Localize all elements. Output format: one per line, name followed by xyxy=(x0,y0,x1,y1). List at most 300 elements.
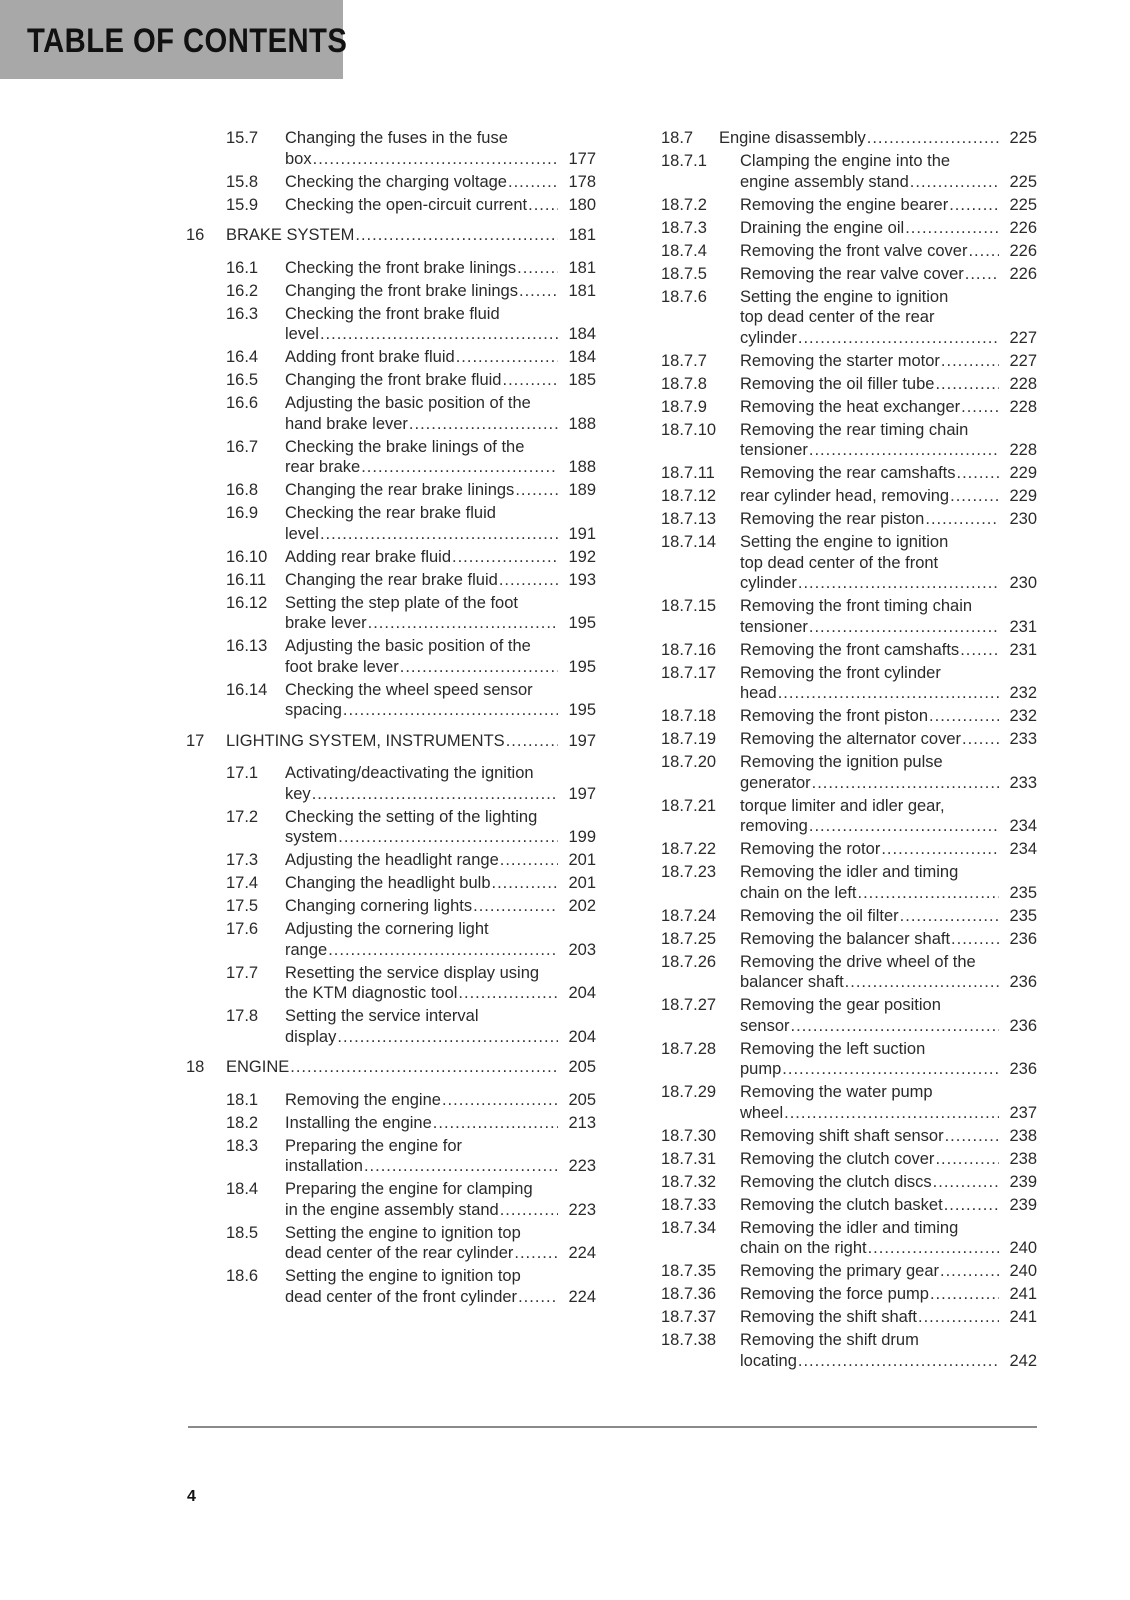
section-number: 18.7.22 xyxy=(661,840,717,858)
dot-leader xyxy=(399,657,559,678)
dot-leader xyxy=(959,640,999,661)
section-title: Changing the front brake fluid xyxy=(285,371,502,389)
dot-leader xyxy=(932,1172,1000,1193)
toc-entry[interactable] xyxy=(661,796,1037,837)
toc-entry[interactable] xyxy=(661,463,1037,484)
toc-entry[interactable] xyxy=(661,952,1037,993)
section-title: Removing the idler and timing xyxy=(740,1218,959,1237)
toc-entry[interactable] xyxy=(186,1090,596,1111)
section-title: Adjusting the basic position of the xyxy=(285,394,531,412)
page-ref: 228 xyxy=(1009,374,1037,393)
dot-leader xyxy=(505,731,559,752)
section-title: chain on the right xyxy=(740,1239,867,1257)
dot-leader xyxy=(797,573,1000,594)
section-title: Removing the front piston xyxy=(740,707,929,725)
section-title: Installing the engine xyxy=(285,1113,432,1132)
page-ref: 225 xyxy=(1009,172,1037,191)
section-title: in the engine assembly stand xyxy=(285,1200,499,1219)
page-ref: 236 xyxy=(1009,973,1037,991)
toc-chapter-entry[interactable] xyxy=(186,225,596,246)
dot-leader xyxy=(808,440,1000,461)
dot-leader xyxy=(844,972,1000,993)
section-number: 18.7.34 xyxy=(661,1218,717,1237)
section-title: cylinder xyxy=(740,328,797,347)
toc-entry[interactable] xyxy=(661,1172,1037,1193)
dot-leader xyxy=(319,324,559,345)
section-number: 18.4 xyxy=(226,1180,259,1198)
section-number: 18.7.2 xyxy=(661,195,707,214)
dot-leader xyxy=(289,1057,558,1078)
page-ref: 238 xyxy=(1009,1126,1037,1145)
section-title: Checking the front brake fluid xyxy=(285,304,500,323)
dot-leader xyxy=(960,397,999,418)
section-number: 17.1 xyxy=(226,764,259,782)
toc-entry[interactable] xyxy=(661,1261,1037,1282)
toc-entry[interactable] xyxy=(661,264,1037,285)
toc-left-column xyxy=(186,128,596,1310)
section-number: 18.7.21 xyxy=(661,796,717,815)
page-ref: 178 xyxy=(568,172,596,191)
section-number: 18.7.31 xyxy=(661,1149,717,1168)
section-number: 18.5 xyxy=(226,1223,259,1242)
section-title: head xyxy=(740,684,777,702)
section-number: 18.7.10 xyxy=(661,420,717,439)
toc-entry[interactable] xyxy=(186,807,596,848)
section-number: 18.7.11 xyxy=(661,464,715,482)
dot-leader xyxy=(961,729,999,750)
section-title: Setting the step plate of the foot xyxy=(285,593,518,612)
page-ref: 232 xyxy=(1009,707,1037,725)
section-title: level xyxy=(285,325,319,343)
section-number: 18.7.17 xyxy=(661,663,717,682)
dot-leader xyxy=(950,929,999,950)
dot-leader xyxy=(441,1090,559,1111)
dot-leader xyxy=(948,195,999,216)
section-title: Changing the headlight bulb xyxy=(285,874,491,892)
page-ref: 180 xyxy=(568,195,596,214)
section-title: Adjusting the basic position of the xyxy=(285,637,531,655)
page-ref: 202 xyxy=(568,897,596,915)
section-number: 16.10 xyxy=(226,547,268,566)
section-number: 18.7.27 xyxy=(661,996,717,1014)
section-title: Removing the heat exchanger xyxy=(740,397,961,416)
toc-entry[interactable] xyxy=(186,873,596,894)
page-ref: 233 xyxy=(1009,730,1037,748)
page-ref: 205 xyxy=(568,1058,596,1076)
section-title: Setting the engine to ignition top xyxy=(285,1267,521,1285)
section-number: 17.2 xyxy=(226,807,259,826)
page-ref: 181 xyxy=(568,226,596,244)
section-title: removing xyxy=(740,817,808,835)
section-title: Adjusting the headlight range xyxy=(285,851,499,869)
toc-entry[interactable] xyxy=(186,480,596,501)
dot-leader xyxy=(517,1287,558,1308)
section-number: 17.4 xyxy=(226,874,259,892)
page-ref: 228 xyxy=(1009,441,1037,459)
toc-entry[interactable] xyxy=(186,172,596,193)
dot-leader xyxy=(808,816,1000,837)
section-number: 18.2 xyxy=(226,1113,259,1132)
toc-entry[interactable] xyxy=(186,304,596,345)
section-number: 18.7.1 xyxy=(661,152,707,170)
toc-entry[interactable] xyxy=(186,437,596,478)
dot-leader xyxy=(917,1307,999,1328)
section-title: Removing the oil filler tube xyxy=(740,374,935,393)
toc-entry[interactable] xyxy=(186,347,596,368)
toc-entry[interactable] xyxy=(186,1179,596,1220)
dot-leader xyxy=(513,1243,558,1264)
dot-leader xyxy=(777,683,1000,704)
dot-leader xyxy=(491,873,559,894)
section-title: Removing the rear piston xyxy=(740,510,925,528)
page-ref: 195 xyxy=(568,701,596,719)
toc-entry[interactable] xyxy=(661,995,1037,1036)
toc-entry[interactable] xyxy=(186,763,596,804)
section-title: Checking the brake linings of the xyxy=(285,437,525,456)
toc-entry[interactable] xyxy=(661,752,1037,793)
section-number: 15.7 xyxy=(226,129,259,147)
dot-leader xyxy=(949,486,999,507)
toc-entry[interactable] xyxy=(661,596,1037,637)
section-title: Removing the engine xyxy=(285,1090,441,1109)
dot-leader xyxy=(783,1103,999,1124)
toc-entry[interactable] xyxy=(186,1136,596,1177)
section-title: rear cylinder head, removing xyxy=(740,487,950,505)
section-title: Removing the engine bearer xyxy=(740,195,949,214)
toc-entry[interactable] xyxy=(661,374,1037,395)
toc-entry[interactable] xyxy=(661,1039,1037,1080)
section-title: tensioner xyxy=(740,441,808,459)
toc-entry[interactable] xyxy=(661,351,1037,372)
dot-leader xyxy=(866,128,1000,149)
page-title: TABLE OF CONTENTS xyxy=(27,22,348,60)
section-title: Removing the rear camshafts xyxy=(740,464,956,482)
toc-entry[interactable] xyxy=(186,850,596,871)
section-number: 18.7.20 xyxy=(661,753,717,771)
toc-entry[interactable] xyxy=(186,680,596,721)
toc-entry[interactable] xyxy=(661,640,1037,661)
dot-leader xyxy=(499,850,559,871)
page-ref: 236 xyxy=(1009,929,1037,948)
section-number: 17.3 xyxy=(226,851,259,869)
page-ref: 195 xyxy=(568,614,596,632)
dot-leader xyxy=(527,195,558,216)
dot-leader xyxy=(455,347,559,368)
section-title: spacing xyxy=(285,701,342,719)
footer-divider xyxy=(188,1426,1037,1428)
section-title: Changing the fuses in the fuse xyxy=(285,129,508,147)
section-title: Removing the balancer shaft xyxy=(740,929,951,948)
toc-entry[interactable] xyxy=(186,281,596,302)
section-number: 16.9 xyxy=(226,504,259,522)
section-title: Checking the setting of the lighting xyxy=(285,807,538,826)
section-number: 18.7.26 xyxy=(661,952,717,971)
toc-entry[interactable] xyxy=(661,663,1037,704)
toc-entry[interactable] xyxy=(661,862,1037,903)
section-title: Setting the service interval xyxy=(285,1007,479,1025)
page-ref: 234 xyxy=(1009,840,1037,858)
section-title: range xyxy=(285,940,328,959)
toc-entry[interactable] xyxy=(661,241,1037,262)
dot-leader xyxy=(934,374,999,395)
page-ref: 205 xyxy=(568,1090,596,1109)
toc-entry[interactable] xyxy=(186,128,596,169)
dot-leader xyxy=(808,617,1000,638)
section-number: 18.7.36 xyxy=(661,1285,717,1303)
page-ref: 177 xyxy=(568,149,596,168)
dot-leader xyxy=(790,1016,1000,1037)
dot-leader xyxy=(337,827,558,848)
toc-entry[interactable] xyxy=(661,729,1037,750)
section-title: key xyxy=(285,784,311,803)
toc-entry[interactable] xyxy=(661,1082,1037,1123)
section-title: display xyxy=(285,1027,337,1046)
page-ref: 203 xyxy=(568,940,596,959)
dot-leader xyxy=(507,172,558,193)
section-title: Checking the front brake linings xyxy=(285,258,517,277)
toc-entry[interactable] xyxy=(186,896,596,917)
toc-entry[interactable] xyxy=(661,1126,1037,1147)
section-number: 18.7.37 xyxy=(661,1308,717,1326)
toc-right-column xyxy=(661,128,1037,1374)
toc-entry[interactable] xyxy=(186,1006,596,1047)
toc-entry[interactable] xyxy=(186,1266,596,1307)
section-title: Preparing the engine for clamping xyxy=(285,1180,533,1198)
section-title: Removing the shift shaft xyxy=(740,1308,918,1326)
section-title: Removing the front valve cover xyxy=(740,241,968,260)
toc-entry[interactable] xyxy=(186,593,596,634)
toc-entry[interactable] xyxy=(186,258,596,279)
toc-entry[interactable] xyxy=(661,287,1037,349)
dot-leader xyxy=(857,883,1000,904)
page-ref: 227 xyxy=(1009,351,1037,370)
dot-leader xyxy=(498,570,559,591)
toc-entry[interactable] xyxy=(661,906,1037,927)
page-ref: 239 xyxy=(1009,1195,1037,1214)
page-ref: 235 xyxy=(1009,906,1037,925)
toc-chapter-entry[interactable] xyxy=(186,1057,596,1078)
page-ref: 230 xyxy=(1009,574,1037,592)
page-ref: 235 xyxy=(1009,883,1037,902)
page-ref: 191 xyxy=(568,524,596,543)
dot-leader xyxy=(408,414,559,435)
toc-chapter-entry[interactable] xyxy=(186,731,596,752)
section-number: 18.7.3 xyxy=(661,218,707,237)
section-title: Removing the rear valve cover xyxy=(740,264,964,283)
dot-leader xyxy=(964,264,1000,285)
section-title: Removing the starter motor xyxy=(740,351,940,370)
section-number: 18.7.35 xyxy=(661,1262,717,1280)
dot-leader xyxy=(924,509,999,530)
dot-leader xyxy=(457,983,558,1004)
section-title: Changing the rear brake linings xyxy=(285,481,515,499)
toc-entry[interactable] xyxy=(661,1149,1037,1170)
toc-entry[interactable] xyxy=(186,1113,596,1134)
section-title: Removing the primary gear xyxy=(740,1262,939,1280)
dot-leader xyxy=(499,1200,559,1221)
page-ref: 225 xyxy=(1009,195,1037,214)
section-number: 16.12 xyxy=(226,593,268,612)
section-title: Setting the engine to ignition xyxy=(740,287,949,306)
section-number: 18.3 xyxy=(226,1136,259,1155)
page-ref: 232 xyxy=(1009,684,1037,702)
section-number: 18.7.23 xyxy=(661,863,717,881)
section-title: Checking the charging voltage xyxy=(285,172,507,191)
section-title: Removing the front timing chain xyxy=(740,597,973,615)
dot-leader xyxy=(363,1156,559,1177)
section-title: Setting the engine to ignition top xyxy=(285,1223,521,1242)
section-number: 18.7.25 xyxy=(661,929,717,948)
section-title: Setting the engine to ignition xyxy=(740,533,949,551)
toc-entry[interactable] xyxy=(661,1195,1037,1216)
page-ref: 184 xyxy=(568,348,596,366)
section-title: generator xyxy=(740,773,811,792)
section-number: 16.11 xyxy=(226,570,267,589)
section-title: Removing the force pump xyxy=(740,1285,929,1303)
dot-leader xyxy=(909,172,1000,193)
toc-entry[interactable] xyxy=(661,839,1037,860)
dot-leader xyxy=(928,706,999,727)
page-ref: 226 xyxy=(1009,264,1037,283)
toc-entry[interactable] xyxy=(186,963,596,1004)
section-number: 18.1 xyxy=(226,1090,259,1109)
toc-entry[interactable] xyxy=(661,397,1037,418)
section-number: 18.7.38 xyxy=(661,1331,717,1349)
toc-entry[interactable] xyxy=(661,509,1037,530)
section-title: system xyxy=(285,828,338,846)
page-ref: 240 xyxy=(1009,1239,1037,1257)
toc-entry[interactable] xyxy=(661,1218,1037,1259)
section-number: 18.7.14 xyxy=(661,533,717,551)
toc-entry[interactable] xyxy=(661,128,1037,149)
page-ref: 238 xyxy=(1009,1149,1037,1168)
dot-leader xyxy=(899,906,1000,927)
page-ref: 223 xyxy=(568,1200,596,1219)
page-ref: 231 xyxy=(1009,617,1037,636)
section-number: 18.7.32 xyxy=(661,1172,717,1191)
dot-leader xyxy=(929,1284,1000,1305)
page-ref: 181 xyxy=(568,281,596,300)
toc-entry[interactable] xyxy=(186,570,596,591)
toc-entry[interactable] xyxy=(661,420,1037,461)
section-title: Removing the idler and timing xyxy=(740,863,959,881)
section-number: 16.7 xyxy=(226,437,259,456)
section-number: 16.14 xyxy=(226,680,268,699)
toc-entry[interactable] xyxy=(186,503,596,544)
toc-entry[interactable] xyxy=(661,706,1037,727)
section-number: 18.7.19 xyxy=(661,730,717,748)
section-number: 18.7.12 xyxy=(661,487,717,505)
section-title: Draining the engine oil xyxy=(740,218,905,237)
section-title: LIGHTING SYSTEM, INSTRUMENTS xyxy=(226,731,505,750)
section-number: 18.7.29 xyxy=(661,1083,717,1101)
toc-entry[interactable] xyxy=(661,1307,1037,1328)
section-title: Resetting the service display using xyxy=(285,963,540,982)
toc-entry[interactable] xyxy=(186,370,596,391)
section-title: Changing the rear brake fluid xyxy=(285,570,498,589)
section-number: 17.7 xyxy=(226,963,259,982)
page-ref: 224 xyxy=(568,1287,596,1306)
page-ref: 229 xyxy=(1009,487,1037,505)
section-title: Engine disassembly xyxy=(719,129,866,147)
section-title: Removing shift shaft sensor xyxy=(740,1126,944,1145)
section-title: dead center of the front cylinder xyxy=(285,1287,518,1306)
dot-leader xyxy=(967,241,999,262)
dot-leader xyxy=(354,225,558,246)
toc-entry[interactable] xyxy=(661,151,1037,192)
section-number: 16.4 xyxy=(226,348,259,366)
page-ref: 241 xyxy=(1009,1308,1037,1326)
dot-leader xyxy=(781,1059,999,1080)
toc-entry[interactable] xyxy=(661,1330,1037,1371)
section-title: Removing the rotor xyxy=(740,840,881,858)
toc-entry[interactable] xyxy=(661,1284,1037,1305)
section-number: 18.7.18 xyxy=(661,707,717,725)
page-ref: 189 xyxy=(568,481,596,499)
section-title: pump xyxy=(740,1060,782,1078)
page-ref: 185 xyxy=(568,371,596,389)
section-title: brake lever xyxy=(285,614,367,632)
section-title: Adding front brake fluid xyxy=(285,348,455,366)
dot-leader xyxy=(312,149,559,170)
page-ref: 242 xyxy=(1009,1351,1037,1370)
section-title: top dead center of the front xyxy=(740,553,939,572)
section-number: 16.13 xyxy=(226,637,268,655)
toc-entry[interactable] xyxy=(186,1223,596,1264)
toc-entry[interactable] xyxy=(661,218,1037,239)
section-title: Removing the front cylinder xyxy=(740,663,941,682)
section-title: sensor xyxy=(740,1016,790,1035)
toc-entry[interactable] xyxy=(661,929,1037,950)
section-number: 18.7.16 xyxy=(661,640,717,659)
section-title: locating xyxy=(740,1351,797,1370)
toc-entry[interactable] xyxy=(186,195,596,216)
dot-leader xyxy=(336,1027,558,1048)
section-title: Changing the front brake linings xyxy=(285,281,518,300)
dot-leader xyxy=(867,1238,1000,1259)
section-number: 16.8 xyxy=(226,481,259,499)
section-number: 18.7.30 xyxy=(661,1126,717,1145)
section-number: 16.3 xyxy=(226,304,259,323)
page-ref: 234 xyxy=(1009,817,1037,835)
dot-leader xyxy=(514,480,558,501)
section-number: 17.5 xyxy=(226,897,259,915)
page-ref: 193 xyxy=(568,570,596,589)
toc-entry[interactable] xyxy=(186,636,596,677)
section-title: Removing the left suction xyxy=(740,1039,926,1058)
page-ref: 229 xyxy=(1009,464,1037,482)
page-ref: 213 xyxy=(568,1113,596,1132)
section-title: engine assembly stand xyxy=(740,172,909,191)
page-ref: 199 xyxy=(568,828,596,846)
section-number: 18.7.4 xyxy=(661,241,707,260)
toc-entry[interactable] xyxy=(661,486,1037,507)
toc-entry[interactable] xyxy=(186,919,596,960)
section-number: 18.7.7 xyxy=(661,351,707,370)
section-number: 18.7 xyxy=(661,129,694,147)
page-ref: 201 xyxy=(568,874,596,892)
toc-entry[interactable] xyxy=(661,532,1037,594)
toc-entry[interactable] xyxy=(661,195,1037,216)
toc-entry[interactable] xyxy=(186,393,596,434)
toc-entry[interactable] xyxy=(186,547,596,568)
dot-leader xyxy=(904,218,999,239)
dot-leader xyxy=(360,457,558,478)
section-number: 16.6 xyxy=(226,394,259,412)
page-ref: 236 xyxy=(1009,1016,1037,1035)
section-number: 17 xyxy=(186,731,205,750)
page-ref: 184 xyxy=(568,325,596,343)
